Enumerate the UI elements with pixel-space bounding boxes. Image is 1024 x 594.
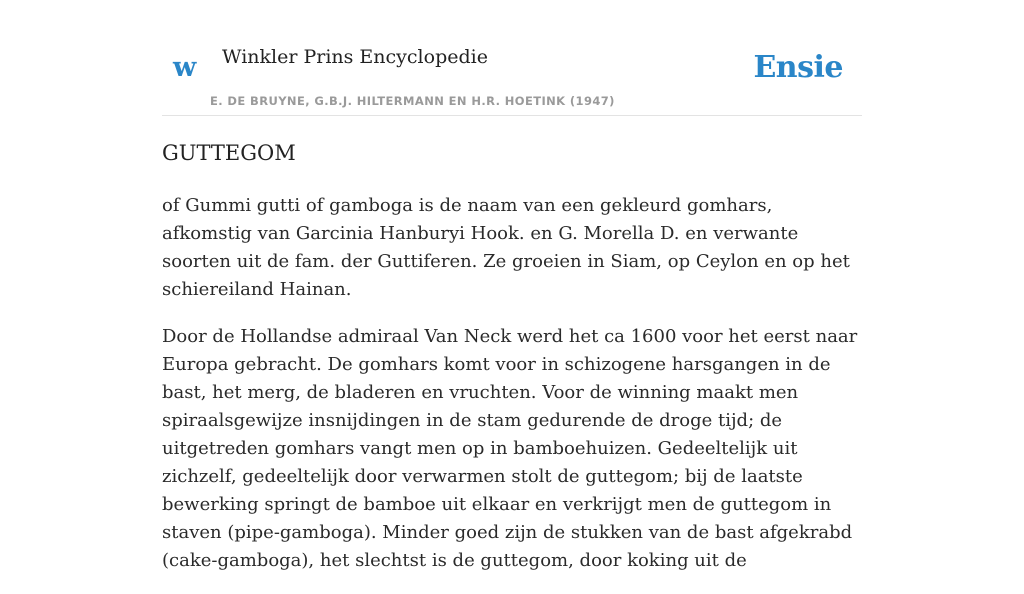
page bbox=[162, 0, 862, 571]
logo-w-icon[interactable]: w bbox=[173, 52, 196, 83]
ensie-logo[interactable]: Ensie bbox=[753, 50, 843, 85]
book-title-link[interactable]: Winkler Prins Encyclopedie bbox=[222, 46, 488, 68]
entry-title: GUTTEGOM bbox=[162, 141, 296, 165]
book-authors: E. DE BRUYNE, G.B.J. HILTERMANN EN H.R. HOETINK (1947) bbox=[210, 94, 615, 108]
entry-paragraph: of Gummi gutti of gamboga is de naam van een gekleurd gomhars, afkomstig van Garcinia Hanburyi Hook. en G. Morella D. en verwante soorten uit de fam. der Guttiferen. Ze groeien in Siam, op Ceylon en op het schiereiland Hainan. bbox=[162, 195, 850, 300]
entry-paragraph: Door de Hollandse admiraal Van Neck werd het ca 1600 voor het eerst naar Europa gebracht. De gomhars komt voor in schizogene harsgangen in de bast, het merg, de bladeren en vruchten. Voor de winning maakt men spiraalsgewijze insnijdingen in de stam gedurende de droge tijd; de uitgetreden gomhars vangt men op in bamboehuizen. Gedeeltelijk uit zichzelf, gedeeltelijk door verwarmen stolt de guttegom; bij de laatste bewerking springt de bamboe uit elkaar en verkrijgt men de guttegom in staven (pipe-gamboga). Minder goed zijn de stukken van de bast afgekrabd (cake-gamboga), het slechtst is de guttegom, door koking uit de bbox=[162, 326, 858, 571]
entry-body bbox=[162, 192, 862, 594]
site-header bbox=[162, 0, 862, 116]
